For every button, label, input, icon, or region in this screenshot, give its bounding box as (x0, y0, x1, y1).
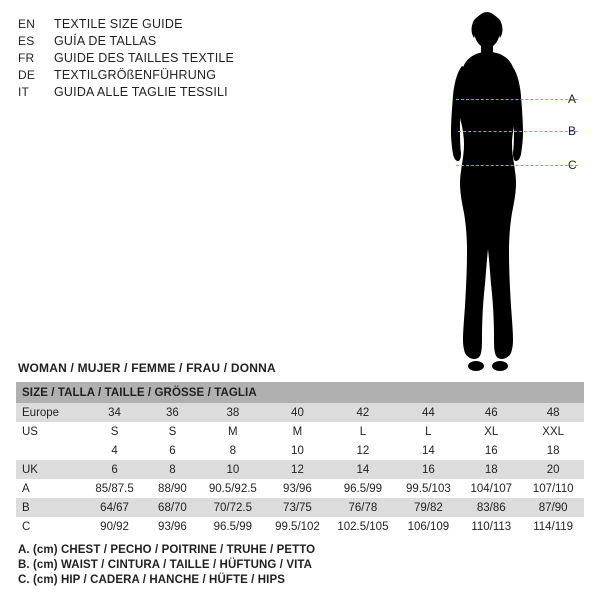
cell: 90/92 (84, 517, 144, 536)
cell: 93/96 (145, 517, 200, 536)
language-code: IT (18, 85, 30, 99)
cell: 88/90 (145, 479, 200, 498)
cell: 93/96 (266, 479, 330, 498)
cell: 99.5/103 (396, 479, 460, 498)
cell: 99.5/102 (266, 517, 330, 536)
footnote-c: C. (cm) HIP / CADERA / HANCHE / HÜFTE / HIPS (18, 574, 286, 586)
measure-line-waist (458, 131, 578, 132)
cell: 102.5/105 (329, 517, 396, 536)
row-label: A (16, 479, 84, 498)
body-figure (430, 8, 590, 378)
table-row (16, 517, 584, 536)
female-silhouette-icon (430, 8, 590, 378)
cell: 64/67 (84, 498, 144, 517)
cell: 10 (266, 441, 330, 460)
footnote-b: B. (cm) WAIST / CINTURA / TAILLE / HÜFTUNG / VITA (18, 559, 313, 571)
table-row (16, 460, 584, 479)
cell: 46 (460, 403, 522, 422)
section-title: WOMAN / MUJER / FEMME / FRAU / DONNA (18, 361, 276, 375)
measure-label-b: B (568, 124, 577, 138)
cell: L (396, 422, 460, 441)
cell: XL (460, 422, 522, 441)
row-label: Europe (16, 403, 84, 422)
cell: 76/78 (329, 498, 396, 517)
language-row (18, 16, 318, 33)
cell: 8 (145, 460, 200, 479)
cell: 12 (266, 460, 330, 479)
cell: S (84, 422, 144, 441)
cell: 12 (329, 441, 396, 460)
cell: 42 (329, 403, 396, 422)
cell: 4 (84, 441, 144, 460)
cell: 40 (266, 403, 330, 422)
language-row (18, 67, 318, 84)
language-list (18, 16, 318, 101)
cell: 107/110 (522, 479, 584, 498)
row-label (16, 441, 84, 460)
row-label: B (16, 498, 84, 517)
cell: 83/86 (460, 498, 522, 517)
language-title: GUIDA ALLE TAGLIE TESSILI (54, 85, 228, 99)
cell: 18 (522, 441, 584, 460)
language-title: TEXTILE SIZE GUIDE (54, 17, 183, 31)
cell: 90.5/92.5 (200, 479, 265, 498)
table-row (16, 403, 584, 422)
cell: M (200, 422, 265, 441)
measure-label-c: C (568, 158, 577, 172)
table-row (16, 441, 584, 460)
measure-label-a: A (568, 92, 577, 106)
cell: 79/82 (396, 498, 460, 517)
row-label: C (16, 517, 84, 536)
row-label: UK (16, 460, 84, 479)
measure-line-chest (456, 99, 578, 100)
cell: 14 (329, 460, 396, 479)
table-header-label: SIZE / TALLA / TAILLE / GRÖSSE / TAGLIA (16, 382, 584, 403)
footnote-list (18, 543, 315, 588)
cell: M (266, 422, 330, 441)
cell: 14 (396, 441, 460, 460)
row-label: US (16, 422, 84, 441)
footnote-a: A. (cm) CHEST / PECHO / POITRINE / TRUHE / PETTO (18, 544, 316, 556)
cell: L (329, 422, 396, 441)
cell: 8 (200, 441, 265, 460)
cell: 18 (460, 460, 522, 479)
cell: 114/119 (522, 517, 584, 536)
cell: S (145, 422, 200, 441)
language-row (18, 33, 318, 50)
cell: 85/87.5 (84, 479, 144, 498)
table-header-row (16, 382, 584, 403)
cell: 16 (460, 441, 522, 460)
cell: 68/70 (145, 498, 200, 517)
language-code: FR (18, 51, 35, 65)
cell: 38 (200, 403, 265, 422)
language-title: GUIDE DES TAILLES TEXTILE (54, 51, 235, 65)
language-code: DE (18, 68, 36, 82)
language-row (18, 50, 318, 67)
cell: 70/72.5 (200, 498, 265, 517)
cell: 36 (145, 403, 200, 422)
cell: 87/90 (522, 498, 584, 517)
cell: 44 (396, 403, 460, 422)
cell: 106/109 (396, 517, 460, 536)
table-row (16, 498, 584, 517)
language-code: ES (18, 34, 35, 48)
cell: 6 (145, 441, 200, 460)
table-row (16, 422, 584, 441)
cell: 16 (396, 460, 460, 479)
cell: 10 (200, 460, 265, 479)
language-title: TEXTILGRÖßENFÜHRUNG (54, 68, 217, 82)
cell: 48 (522, 403, 584, 422)
table-row (16, 479, 584, 498)
cell: 96.5/99 (329, 479, 396, 498)
size-table (16, 382, 584, 536)
cell: 96.5/99 (200, 517, 265, 536)
cell: 20 (522, 460, 584, 479)
language-row (18, 84, 318, 101)
cell: 73/75 (266, 498, 330, 517)
measure-line-hip (456, 165, 578, 166)
cell: 6 (84, 460, 144, 479)
cell: 110/113 (460, 517, 522, 536)
cell: XXL (522, 422, 584, 441)
language-title: GUÍA DE TALLAS (54, 34, 157, 48)
cell: 104/107 (460, 479, 522, 498)
cell: 34 (84, 403, 144, 422)
language-code: EN (18, 17, 36, 31)
